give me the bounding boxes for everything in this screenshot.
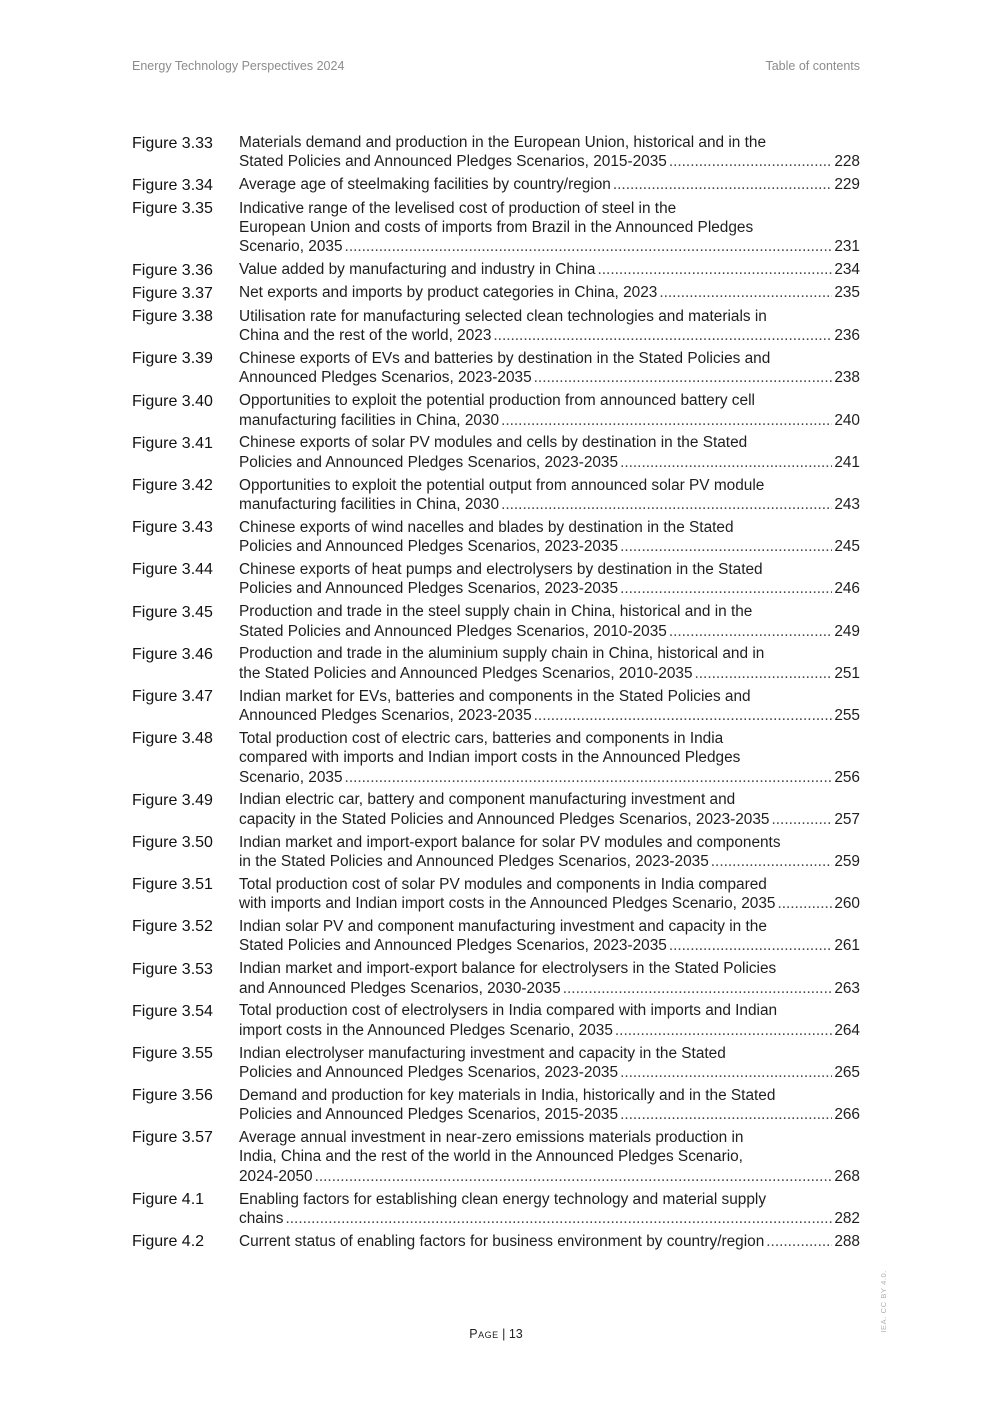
caption-line: manufacturing facilities in China, 2030 <box>239 495 500 513</box>
page-reference[interactable]: 229 <box>834 176 860 194</box>
figure-label: Figure 3.36 <box>132 261 213 279</box>
figure-label: Figure 4.2 <box>132 1233 205 1251</box>
dot-leader <box>620 1105 832 1124</box>
dot-leader <box>620 579 832 598</box>
caption-last-line <box>239 1105 860 1124</box>
figure-label: Figure 3.55 <box>132 1045 213 1063</box>
dot-leader <box>777 894 832 913</box>
caption-last-line <box>239 326 860 345</box>
caption-line: manufacturing facilities in China, 2030 <box>239 411 500 429</box>
figure-caption <box>239 433 860 472</box>
toc-entry[interactable] <box>132 875 860 914</box>
caption-line: Value added by manufacturing and industry in China <box>239 261 596 279</box>
dot-leader <box>286 1209 833 1228</box>
caption-last-line <box>239 368 860 387</box>
figure-label: Figure 3.49 <box>132 791 213 809</box>
figure-label: Figure 3.47 <box>132 688 213 706</box>
caption-line: China and the rest of the world, 2023 <box>239 327 492 345</box>
caption-line: Indian market and import-export balance for solar PV modules and components <box>239 833 781 851</box>
page-reference[interactable]: 288 <box>834 1232 860 1250</box>
caption-last-line <box>239 852 860 871</box>
toc-entry[interactable] <box>132 260 860 280</box>
figure-label: Figure 3.39 <box>132 350 213 368</box>
figure-caption <box>239 1128 860 1186</box>
toc-entry[interactable] <box>132 1001 860 1040</box>
page-reference[interactable]: 246 <box>834 580 860 598</box>
caption-line: Policies and Announced Pledges Scenarios, 2023-2035 <box>239 453 619 471</box>
figure-caption <box>239 790 860 829</box>
figure-caption <box>239 833 860 872</box>
dot-leader <box>598 260 833 279</box>
page-reference[interactable]: 255 <box>834 706 860 724</box>
toc-entry[interactable] <box>132 644 860 683</box>
toc-entry[interactable] <box>132 476 860 515</box>
dot-leader <box>766 1232 832 1251</box>
figure-caption <box>239 175 860 195</box>
caption-line: Opportunities to exploit the potential production from announced battery cell <box>239 392 755 410</box>
caption-line: Opportunities to exploit the potential output from announced solar PV module <box>239 476 765 494</box>
caption-line: Production and trade in the steel supply chain in China, historical and in the <box>239 603 753 621</box>
page-footer <box>0 1327 992 1341</box>
caption-line: Policies and Announced Pledges Scenarios, 2023-2035 <box>239 538 619 556</box>
figure-caption <box>239 391 860 430</box>
toc-entry[interactable] <box>132 391 860 430</box>
caption-last-line <box>239 579 860 598</box>
toc-entry[interactable] <box>132 602 860 641</box>
page-reference[interactable]: 231 <box>834 238 860 256</box>
figure-label: Figure 3.52 <box>132 918 213 936</box>
caption-line: Indian market and import-export balance for electrolysers in the Stated Policies <box>239 960 777 978</box>
dot-leader <box>695 664 833 683</box>
figure-caption <box>239 518 860 557</box>
dot-leader <box>659 283 832 302</box>
figure-label: Figure 3.50 <box>132 834 213 852</box>
header-publication-title: Energy Technology Perspectives 2024 <box>132 59 345 73</box>
toc-entry[interactable] <box>132 1190 860 1229</box>
caption-last-line <box>239 1232 860 1251</box>
figure-caption <box>239 644 860 683</box>
caption-last-line <box>239 152 860 171</box>
page-reference[interactable]: 266 <box>834 1106 860 1124</box>
figure-label: Figure 4.1 <box>132 1191 205 1209</box>
caption-last-line <box>239 1167 860 1186</box>
dot-leader <box>345 237 833 256</box>
page-reference[interactable]: 228 <box>834 153 860 171</box>
figure-caption <box>239 1001 860 1040</box>
caption-line: Chinese exports of wind nacelles and blades by destination in the Stated <box>239 518 734 536</box>
caption-line: Indian electric car, battery and component manufacturing investment and <box>239 791 736 809</box>
figure-caption <box>239 199 860 257</box>
figure-label: Figure 3.45 <box>132 603 213 621</box>
dot-leader <box>772 810 833 829</box>
figure-label: Figure 3.53 <box>132 960 213 978</box>
dot-leader <box>669 936 832 955</box>
dot-leader <box>534 706 833 725</box>
caption-last-line <box>239 664 860 683</box>
caption-line: Total production cost of electrolysers in India compared with imports and Indian <box>239 1002 778 1020</box>
figure-label: Figure 3.51 <box>132 876 213 894</box>
caption-line: Chinese exports of solar PV modules and cells by destination in the Stated <box>239 434 748 452</box>
caption-line: Indian solar PV and component manufacturing investment and capacity in the <box>239 917 767 935</box>
caption-line: Materials demand and production in the European Union, historical and in the <box>239 134 767 151</box>
page-reference[interactable]: 282 <box>834 1209 860 1227</box>
dot-leader <box>620 453 832 472</box>
figure-label: Figure 3.40 <box>132 392 213 410</box>
caption-last-line <box>239 1209 860 1228</box>
caption-last-line <box>239 411 860 430</box>
toc-entry[interactable] <box>132 349 860 388</box>
caption-line: the Stated Policies and Announced Pledges Scenarios, 2010-2035 <box>239 664 693 682</box>
caption-line: Indian market for EVs, batteries and components in the Stated Policies and <box>239 687 751 705</box>
figure-caption <box>239 476 860 515</box>
page-reference[interactable]: 265 <box>834 1063 860 1081</box>
page-reference[interactable]: 268 <box>834 1167 860 1185</box>
page-word: Page <box>469 1327 499 1341</box>
page-reference[interactable]: 243 <box>834 495 860 513</box>
running-header <box>132 59 860 75</box>
page-reference[interactable]: 234 <box>834 261 860 279</box>
figure-caption <box>239 959 860 998</box>
caption-line: Stated Policies and Announced Pledges Scenarios, 2023-2035 <box>239 937 667 955</box>
page-reference[interactable]: 238 <box>834 369 860 387</box>
caption-line: Policies and Announced Pledges Scenarios, 2023-2035 <box>239 1063 619 1081</box>
figure-label: Figure 3.43 <box>132 519 213 537</box>
toc-entry[interactable] <box>132 833 860 872</box>
toc-entry[interactable] <box>132 687 860 726</box>
caption-last-line <box>239 495 860 514</box>
figure-caption <box>239 260 860 280</box>
caption-line: Utilisation rate for manufacturing selected clean technologies and materials in <box>239 307 767 325</box>
dot-leader <box>563 979 833 998</box>
figure-caption <box>239 133 860 172</box>
caption-line: Announced Pledges Scenarios, 2023-2035 <box>239 369 532 387</box>
caption-line: in the Stated Policies and Announced Pledges Scenarios, 2023-2035 <box>239 852 709 870</box>
toc-entry[interactable] <box>132 175 860 195</box>
caption-last-line <box>239 283 860 302</box>
caption-last-line <box>239 175 860 194</box>
caption-line: chains <box>239 1209 284 1227</box>
caption-line: compared with imports and Indian import costs in the Announced Pledges <box>239 749 741 767</box>
figure-caption <box>239 1190 860 1229</box>
dot-leader <box>669 622 832 641</box>
caption-line: capacity in the Stated Policies and Announced Pledges Scenarios, 2023-2035 <box>239 810 770 828</box>
caption-line: Average annual investment in near-zero emissions materials production in <box>239 1128 744 1146</box>
caption-line: Indian electrolyser manufacturing investment and capacity in the Stated <box>239 1044 726 1062</box>
caption-line: 2024-2050 <box>239 1167 313 1185</box>
page-reference[interactable]: 235 <box>834 284 860 302</box>
figure-label: Figure 3.57 <box>132 1129 213 1147</box>
caption-last-line <box>239 810 860 829</box>
page-reference[interactable]: 249 <box>834 622 860 640</box>
figure-caption <box>239 729 860 787</box>
caption-line: Policies and Announced Pledges Scenarios, 2023-2035 <box>239 580 619 598</box>
figure-label: Figure 3.41 <box>132 434 213 452</box>
page-reference[interactable]: 257 <box>834 810 860 828</box>
page-number: 13 <box>508 1327 523 1341</box>
caption-line: Stated Policies and Announced Pledges Scenarios, 2010-2035 <box>239 622 667 640</box>
toc-entry[interactable] <box>132 959 860 998</box>
figure-caption <box>239 917 860 956</box>
caption-last-line <box>239 1021 860 1040</box>
figure-caption <box>239 602 860 641</box>
dot-leader <box>493 326 832 345</box>
caption-line: Total production cost of electric cars, batteries and components in India <box>239 729 724 747</box>
figure-caption <box>239 349 860 388</box>
figure-caption <box>239 1044 860 1083</box>
caption-line: import costs in the Announced Pledges Scenario, 2035 <box>239 1021 613 1039</box>
page-reference[interactable]: 259 <box>834 852 860 870</box>
caption-last-line <box>239 453 860 472</box>
figure-label: Figure 3.38 <box>132 308 213 326</box>
figure-label: Figure 3.37 <box>132 284 213 302</box>
toc-entry[interactable] <box>132 307 860 346</box>
dot-leader <box>534 368 833 387</box>
figure-caption <box>239 1086 860 1125</box>
figure-label: Figure 3.34 <box>132 176 213 194</box>
caption-line: Policies and Announced Pledges Scenarios, 2015-2035 <box>239 1106 619 1124</box>
caption-last-line <box>239 979 860 998</box>
toc-entry[interactable] <box>132 917 860 956</box>
page-separator: | <box>502 1327 506 1341</box>
caption-last-line <box>239 622 860 641</box>
figure-caption <box>239 283 860 303</box>
dot-leader <box>501 411 832 430</box>
caption-line: Enabling factors for establishing clean energy technology and material supply <box>239 1190 767 1208</box>
toc-entry[interactable] <box>132 433 860 472</box>
dot-leader <box>315 1167 833 1186</box>
page-reference[interactable]: 261 <box>834 937 860 955</box>
dot-leader <box>501 495 832 514</box>
caption-line: Average age of steelmaking facilities by country/region <box>239 176 611 194</box>
toc-entry[interactable] <box>132 518 860 557</box>
caption-line: Scenario, 2035 <box>239 768 343 786</box>
caption-line: Chinese exports of heat pumps and electrolysers by destination in the Stated <box>239 560 763 578</box>
caption-last-line <box>239 706 860 725</box>
page-reference[interactable]: 241 <box>834 453 860 471</box>
caption-line: Scenario, 2035 <box>239 238 343 256</box>
toc-entry[interactable] <box>132 1086 860 1125</box>
figure-label: Figure 3.35 <box>132 200 213 217</box>
caption-line: Current status of enabling factors for business environment by country/region <box>239 1232 765 1250</box>
toc-entry[interactable] <box>132 1128 860 1186</box>
header-section-title: Table of contents <box>765 59 860 73</box>
figure-label: Figure 3.54 <box>132 1002 213 1020</box>
page-reference[interactable]: 263 <box>834 979 860 997</box>
figure-label: Figure 3.33 <box>132 134 213 152</box>
figure-label: Figure 3.44 <box>132 561 213 579</box>
caption-line: with imports and Indian import costs in the Announced Pledges Scenario, 2035 <box>239 895 776 913</box>
toc-entry[interactable] <box>132 1044 860 1083</box>
table-of-figures <box>132 133 860 1255</box>
dot-leader <box>615 1021 832 1040</box>
caption-line: Chinese exports of EVs and batteries by destination in the Stated Policies and <box>239 349 771 367</box>
figure-caption <box>239 307 860 346</box>
page-reference[interactable]: 245 <box>834 538 860 556</box>
caption-last-line <box>239 1063 860 1082</box>
dot-leader <box>345 768 833 787</box>
page-reference[interactable]: 236 <box>834 327 860 345</box>
toc-entry[interactable] <box>132 1232 860 1252</box>
dot-leader <box>620 1063 832 1082</box>
caption-line: Announced Pledges Scenarios, 2023-2035 <box>239 706 532 724</box>
toc-entry[interactable] <box>132 560 860 599</box>
page-reference[interactable]: 264 <box>834 1021 860 1039</box>
figure-label: Figure 3.42 <box>132 477 213 495</box>
caption-last-line <box>239 537 860 556</box>
toc-entry[interactable] <box>132 729 860 787</box>
caption-line: Total production cost of solar PV modules and components in India compared <box>239 875 767 893</box>
caption-line: India, China and the rest of the world in the Announced Pledges Scenario, <box>239 1148 743 1166</box>
dot-leader <box>711 852 833 871</box>
caption-line: Production and trade in the aluminium supply chain in China, historical and in <box>239 645 765 663</box>
figure-caption <box>239 560 860 599</box>
caption-line: Indicative range of the levelised cost of production of steel in the <box>239 199 677 217</box>
page-reference[interactable]: 256 <box>834 768 860 786</box>
figure-label: Figure 3.48 <box>132 730 213 748</box>
toc-entry[interactable] <box>132 133 860 172</box>
caption-line: Stated Policies and Announced Pledges Scenarios, 2015-2035 <box>239 153 667 171</box>
page-reference[interactable]: 260 <box>834 895 860 913</box>
caption-line: European Union and costs of imports from Brazil in the Announced Pledges <box>239 218 754 236</box>
caption-line: Demand and production for key materials in India, historically and in the Stated <box>239 1086 776 1104</box>
caption-last-line <box>239 237 860 256</box>
toc-entry[interactable] <box>132 199 860 257</box>
caption-last-line <box>239 936 860 955</box>
page-reference[interactable]: 240 <box>834 411 860 429</box>
caption-last-line <box>239 768 860 787</box>
toc-entry[interactable] <box>132 283 860 303</box>
figure-caption <box>239 875 860 914</box>
figure-label: Figure 3.56 <box>132 1087 213 1105</box>
figure-caption <box>239 1232 860 1252</box>
caption-line: Net exports and imports by product categories in China, 2023 <box>239 284 658 302</box>
toc-entry[interactable] <box>132 790 860 829</box>
caption-last-line <box>239 260 860 279</box>
caption-last-line <box>239 894 860 913</box>
dot-leader <box>669 152 832 171</box>
figure-label: Figure 3.46 <box>132 645 213 663</box>
license-credit: IEA. CC BY 4.0. <box>879 1270 888 1333</box>
dot-leader <box>613 175 832 194</box>
dot-leader <box>620 537 832 556</box>
page-reference[interactable]: 251 <box>834 664 860 682</box>
figure-caption <box>239 687 860 726</box>
caption-line: and Announced Pledges Scenarios, 2030-2035 <box>239 979 561 997</box>
